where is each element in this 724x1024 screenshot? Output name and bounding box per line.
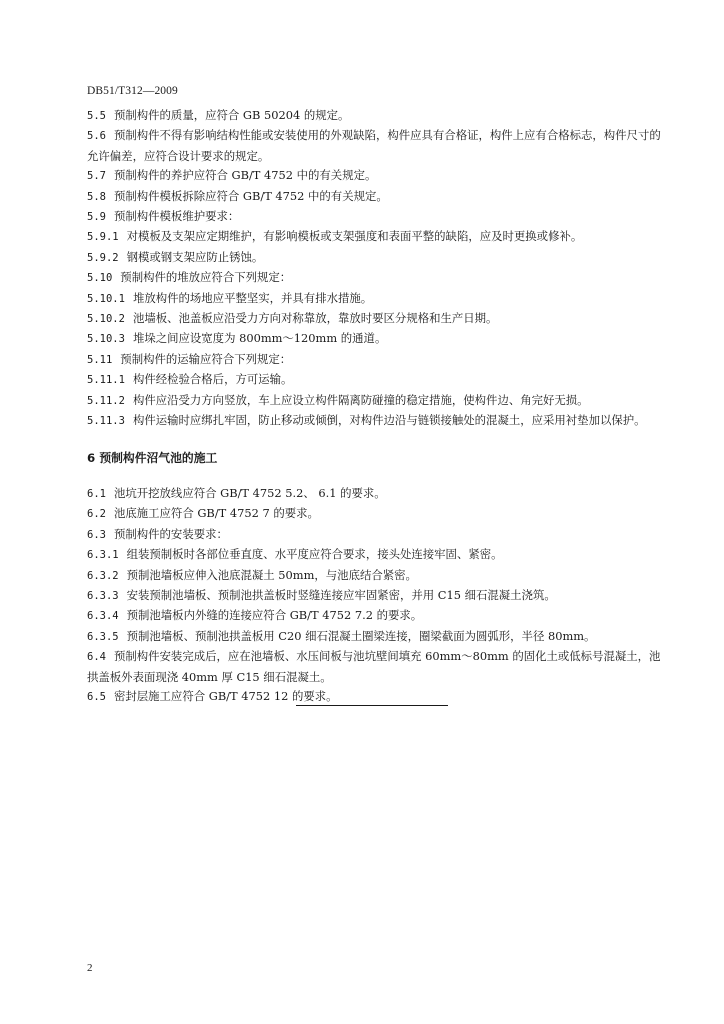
clause-text: 密封层施工应符合 GB/T 4752 12 的要求。: [113, 688, 338, 703]
clause-number: 6.5: [87, 690, 106, 703]
clause-6-3-2: [87, 566, 667, 586]
clause-number: 6.3.3: [87, 589, 119, 602]
clause-number: 5.10.3: [87, 333, 125, 346]
clause-number: 6.3.5: [87, 630, 119, 643]
clause-text: 预制构件不得有影响结构性能或安装使用的外观缺陷，构件应具有合格证，构件上应有合格标志，构件尺寸的允许偏差，应符合设计要求的规定。: [87, 128, 661, 163]
clause-text: 预制构件的运输应符合下列规定：: [120, 351, 292, 366]
clause-5-11: [87, 350, 667, 370]
clause-number: 6.1: [87, 487, 106, 500]
clause-text: 池墙板、池盖板应沿受力方向对称靠放，靠放时要区分规格和生产日期。: [132, 311, 498, 326]
clause-text: 堆垛之间应设宽度为 800mm～120mm 的通道。: [132, 331, 387, 346]
clause-number: 5.10.2: [87, 313, 125, 326]
clause-number: 5.11.1: [87, 374, 125, 387]
clause-number: 6.3.1: [87, 549, 119, 562]
clause-text: 对模板及支架应定期维护，有影响模板或支架强度和表面平整的缺陷，应及时更换或修补。: [126, 229, 583, 244]
clause-number: 5.11: [87, 353, 113, 366]
clause-5-10-3: [87, 329, 667, 349]
clause-text: 预制构件的堆放应符合下列规定：: [120, 270, 292, 285]
clause-6-3-4: [87, 606, 667, 626]
clause-text: 堆放构件的场地应平整坚实，并具有排水措施。: [132, 290, 373, 305]
clause-6-1: [87, 484, 667, 504]
clause-number: 6.3.2: [87, 569, 119, 582]
clause-text: 预制构件模板维护要求：: [113, 209, 240, 224]
clause-text: 池坑开挖放线应符合 GB/T 4752 5.2、 6.1 的要求。: [113, 485, 386, 500]
clause-5-9-1: [87, 227, 667, 247]
clause-text: 预制构件的质量，应符合 GB 50204 的规定。: [113, 108, 350, 122]
clause-number: 5.5: [87, 110, 106, 122]
clause-number: 5.10.1: [87, 292, 125, 305]
clause-text: 构件经检验合格后，方可运输。: [132, 372, 293, 387]
clause-5-9: [87, 207, 667, 227]
page-number: 2: [87, 962, 93, 974]
clause-5-10-2: [87, 309, 667, 329]
clause-number: 6.3: [87, 528, 106, 541]
clause-5-10-1: [87, 289, 667, 309]
clause-5-11-3: [87, 411, 667, 431]
clause-5-8: [87, 187, 667, 207]
clause-5-10: [87, 268, 667, 288]
clause-text: 钢模或钢支架应防止锈蚀。: [126, 249, 264, 264]
clause-number: 6.3.4: [87, 610, 119, 623]
clause-number: 5.9.1: [87, 231, 119, 244]
clause-text: 构件运输时应绑扎牢固，防止移动或倾倒，对构件边沿与链锁接触处的混凝土，应采用衬垫加以保护。: [132, 413, 646, 428]
end-of-text-rule: [296, 705, 448, 706]
document-code-header: DB51/T312—2009: [87, 85, 178, 97]
clause-5-6: [87, 126, 667, 166]
clause-5-11-1: [87, 370, 667, 390]
clause-text: 预制池墙板内外缝的连接应符合 GB/T 4752 7.2 的要求。: [126, 608, 423, 623]
clause-number: 5.7: [87, 170, 106, 183]
clause-number: 6.2: [87, 508, 106, 521]
clause-text: 组装预制板时各部位垂直度、水平度应符合要求，接头处连接牢固、紧密。: [126, 547, 503, 562]
clause-number: 5.11.2: [87, 394, 125, 407]
clause-text: 构件应沿受力方向竖放，车上应设立构件隔离防碰撞的稳定措施，使构件边、角完好无损。: [132, 392, 589, 407]
clause-text: 预制构件安装完成后，应在池墙板、水压间板与池坑壁间填充 60mm～80mm 的固化土或低标号混凝土，池拱盖板外表面现浇 40mm 厚 C15 细石混凝土。: [87, 649, 661, 684]
clause-text: 预制构件的养护应符合 GB/T 4752 中的有关规定。: [113, 168, 377, 183]
clause-text: 预制构件模板拆除应符合 GB/T 4752 中的有关规定。: [113, 188, 388, 203]
clause-5-5: [87, 106, 667, 126]
clause-6-3: [87, 525, 667, 545]
clause-text: 预制构件的安装要求：: [113, 526, 228, 541]
clause-text: 池底施工应符合 GB/T 4752 7 的要求。: [113, 506, 319, 521]
clause-6-3-5: [87, 627, 667, 647]
clause-6-2: [87, 504, 667, 524]
clause-text: 安装预制池墙板、预制池拱盖板时竖缝连接应牢固紧密，并用 C15 细石混凝土浇筑。: [126, 587, 556, 602]
clause-text: 预制池墙板应伸入池底混凝土 50mm，与池底结合紧密。: [126, 567, 417, 582]
clause-5-7: [87, 166, 667, 186]
clause-5-11-2: [87, 391, 667, 411]
clause-6-4: [87, 647, 667, 687]
clause-number: 5.6: [87, 130, 106, 143]
clause-number: 5.8: [87, 190, 106, 203]
section-6-heading: 6 预制构件沼气池的施工: [87, 450, 218, 465]
clause-5-9-2: [87, 248, 667, 268]
clause-number: 5.10: [87, 272, 113, 285]
clause-6-3-1: [87, 545, 667, 565]
clause-6-3-3: [87, 586, 667, 606]
clause-number: 5.9.2: [87, 251, 119, 264]
clause-text: 预制池墙板、预制池拱盖板用 C20 细石混凝土圈梁连接，圈梁截面为圆弧形，半径 80mm。: [126, 628, 596, 643]
document-body: [87, 106, 667, 707]
clause-number: 5.9: [87, 211, 106, 224]
clause-number: 6.4: [87, 651, 106, 664]
clause-number: 5.11.3: [87, 415, 125, 428]
